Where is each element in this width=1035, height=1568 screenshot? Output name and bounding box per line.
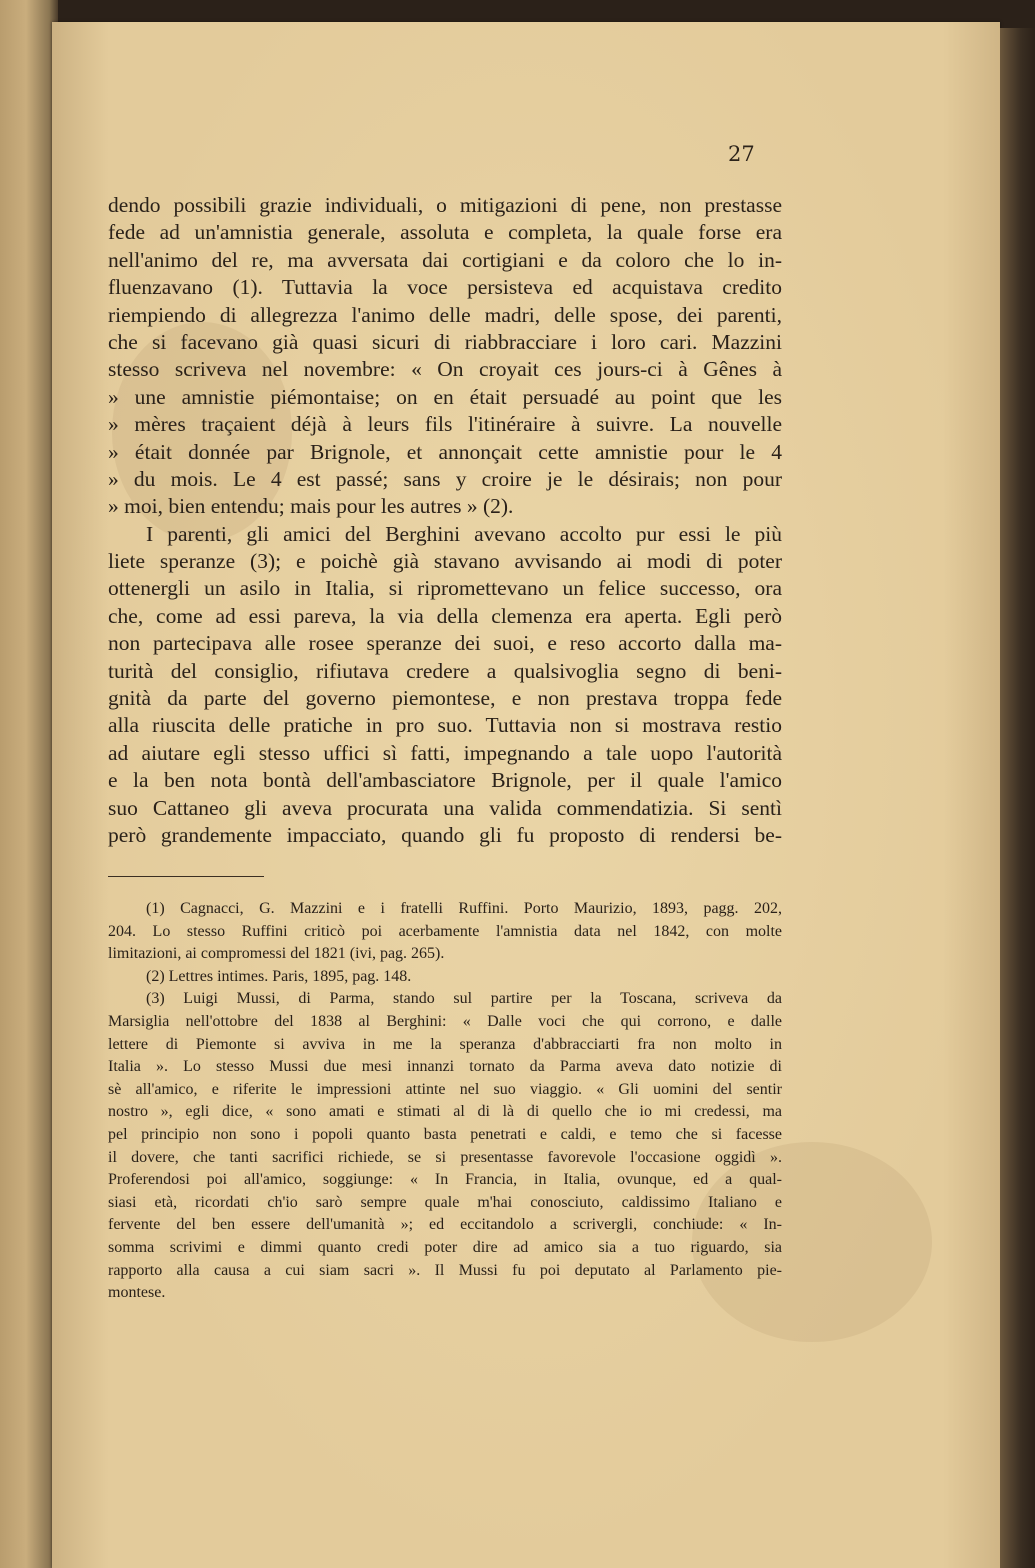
footnote-line: siasi età, ricordati ch'io sarò sempre quale m'hai conosciuto, caldissimo Italiano e [108,1193,782,1211]
footnote-line: Marsiglia nell'ottobre del 1838 al Berghini: « Dalle voci che qui corrono, e dalle [108,1012,782,1030]
page-edge-shadow [1000,28,1035,1568]
footnote-line: nostro », egli dice, « sono amati e stimati al di là di quello che io mi credessi, ma [108,1103,782,1121]
body-line: che si facevano già quasi sicuri di riabbracciare i loro cari. Mazzini [108,329,782,354]
body-line: » du mois. Le 4 est passé; sans y croire je le désirais; non pour [108,466,782,491]
footnotes [108,898,782,1305]
body-line: » une amnistie piémontaise; on en était persuadé au point que les [108,384,782,409]
footnote-line: limitazioni, ai compromessi del 1821 (ivi, pag. 265). [108,945,445,963]
footnote-line: sè all'amico, e riferite le impressioni attinte nel suo viaggio. « Gli uomini del sentir [108,1080,782,1098]
body-line: » était donnée par Brignole, et annonçait cette amnistie pour le 4 [108,439,782,464]
body-line: fede ad un'amnistia generale, assoluta e completa, la quale forse era [108,220,782,245]
footnote-line: il dovere, che tanti sacrifici richiede, se si presentasse favorevole l'occasione oggidì ». [108,1148,782,1166]
body-line: ottenergli un asilo in Italia, si ripromettevano un felice successo, ora [108,576,782,601]
body-line: liete speranze (3); e poichè già stavano avvisando ai modi di poter [108,549,782,574]
body-line: ad aiutare egli stesso uffici sì fatti, impegnando a tale uopo l'autorità [108,740,782,765]
footnote-line: Proferendosi poi all'amico, soggiunge: « In Francia, in Italia, ovunque, ed a qual- [108,1171,782,1189]
body-line: » mères traçaient déjà à leurs fils l'itinéraire à suivre. La nouvelle [108,412,782,437]
body-line: gnità da parte del governo piemontese, e non prestava troppa fede [108,686,782,711]
body-line: stesso scriveva nel novembre: « On croyait ces jours-ci à Gênes à [108,357,782,382]
footnote-line: fervente del ben essere dell'umanità »; ed eccitandolo a scrivergli, conchiude: « In- [108,1216,782,1234]
paragraph-start: I parenti, gli amici del Berghini avevano accolto pur essi le più [146,521,782,546]
body-line: nell'animo del re, ma avversata dai cortigiani e da coloro che lo in- [108,247,782,272]
body-line: turità del consiglio, rifiutava credere a qualsivoglia segno di beni- [108,658,782,683]
footnote-line: rapporto alla causa a cui siam sacri ». Il Mussi fu poi deputato al Parlamento pie- [108,1261,782,1279]
body-line: dendo possibili grazie individuali, o mitigazioni di pene, non prestasse [108,193,782,217]
body-line: riempiendo di allegrezza l'animo delle madri, delle spose, dei parenti, [108,302,782,327]
footnote-line: Italia ». Lo stesso Mussi due mesi innanzi tornato da Parma aveva dato notizie di [108,1058,782,1076]
page-number: 27 [728,142,755,166]
body-line: non partecipava alle rosee speranze dei suoi, e reso accorto dalla ma- [108,631,782,656]
footnote-2: (2) Lettres intimes. Paris, 1895, pag. 148. [146,967,412,985]
footnote-line: 204. Lo stesso Ruffini criticò poi acerbamente l'amnistia data nel 1842, con molte [108,922,782,940]
body-text [108,192,782,849]
footnote-1: (1) Cagnacci, G. Mazzini e i fratelli Ruffini. Porto Maurizio, 1893, pagg. 202, [146,900,782,917]
body-line: fluenzavano (1). Tuttavia la voce persisteva ed acquistava credito [108,275,782,300]
body-line: » moi, bien entendu; mais pour les autres » (2). [108,494,514,519]
body-line: che, come ad essi pareva, la via della clemenza era aperta. Egli però [108,603,782,628]
footnote-line: pel principio non sono i popoli quanto basta penetrati e caldi, e temo che si facesse [108,1125,782,1143]
facing-page-edge [0,0,58,1568]
footnote-line: somma scrivimi e dimmi quanto credi poter dire ad amico sia a tuo riguardo, sia [108,1238,782,1256]
body-line: alla riuscita delle pratiche in pro suo. Tuttavia non si mostrava restio [108,713,782,738]
body-line: e la ben nota bontà dell'ambasciatore Brignole, per il quale l'amico [108,768,782,793]
body-line: suo Cattaneo gli aveva procurata una valida commendatizia. Si sentì [108,795,782,820]
footnote-line: lettere di Piemonte si avviva in me la speranza d'abbracciarti fra non molto in [108,1035,782,1053]
body-line: però grandemente impacciato, quando gli fu proposto di rendersi be- [108,822,782,847]
footnote-separator [108,876,264,877]
footnote-line: montese. [108,1284,166,1302]
footnote-3: (3) Luigi Mussi, di Parma, stando sul partire per la Toscana, scriveva da [146,990,782,1008]
